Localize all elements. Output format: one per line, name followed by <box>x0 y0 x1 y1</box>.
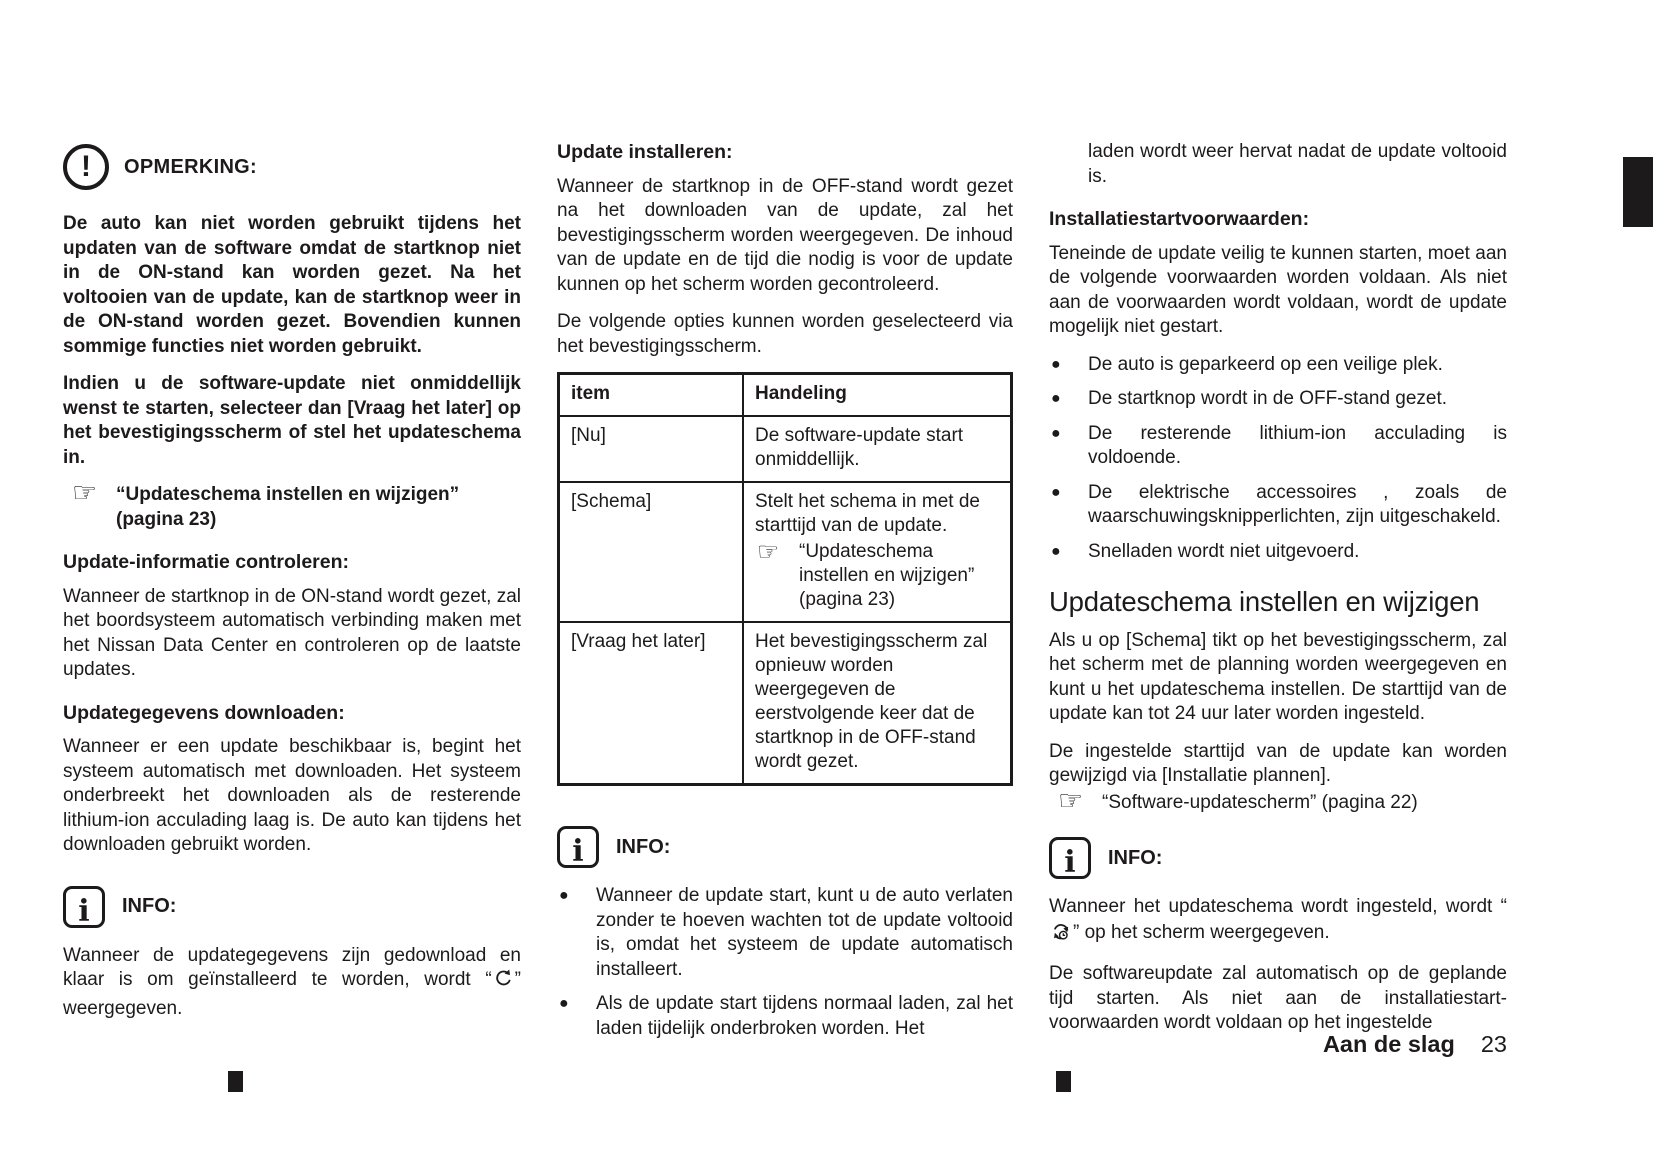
action-cell: Het bevestigingsscherm zal opnieuw worden weergegeven de eerstvolgende keer dat de startknop in de OFF-stand wordt gezet. <box>743 622 1012 785</box>
table-row <box>559 416 1012 482</box>
left-column <box>63 140 521 1034</box>
pointing-hand-icon: ☞ <box>1058 783 1084 817</box>
cross-reference-text: “Updateschema instellen en wijzigen” (pagina 23) <box>799 541 975 610</box>
list-item: ● Wanneer de update start, kunt u de auto verlaten zonder te hoeven wachten tot de update voltooid is, omdat het systeem de update automatisch installeert. <box>559 885 1013 980</box>
bullet-icon: ● <box>1051 390 1061 407</box>
footer-page-number: 23 <box>1480 1031 1507 1057</box>
middle-column <box>557 140 1013 1051</box>
refresh-icon <box>493 968 514 997</box>
info-header <box>557 826 1013 868</box>
note-paragraph: De auto kan niet worden gebruikt tijdens het updaten van de software omdat de startknop niet in de ON-stand kan worden gezet. Na het voltooien van de update, kan de startknop weer in de ON-stand worden gezet. Bovendien kunnen sommige functies niet worden gebruikt. <box>63 213 521 357</box>
note-header <box>63 144 521 190</box>
list-item: ● Als de update start tijdens normaal laden, zal het laden tijdelijk onderbroken worden. Het <box>559 993 1013 1039</box>
bullet-icon: ● <box>1051 542 1061 560</box>
table-row <box>559 622 1012 785</box>
list-item: ● De startknop wordt in de OFF-stand gezet. <box>1049 387 1507 412</box>
action-cell: Stelt het schema in met de starttijd van de update. ☞ “Updateschema instellen en wijzigen” (pagina 23) <box>743 482 1012 622</box>
info-icon: i <box>557 826 599 868</box>
section-body: De ingestelde starttijd van de update kan worden gewijzigd via [Installatie plannen]. <box>1049 740 1507 786</box>
bullet-icon: ● <box>559 887 569 904</box>
item-cell: [Vraag het later] <box>559 622 744 785</box>
section-heading: Update installeren: <box>557 141 733 163</box>
section-heading: Installatiestartvoorwaarden: <box>1049 208 1310 230</box>
column-header-handeling: Handeling <box>743 374 1012 417</box>
cross-reference <box>1049 783 1507 817</box>
bullet-icon: ● <box>1051 483 1061 501</box>
page-footer <box>1049 1031 1507 1058</box>
info-title: INFO: <box>616 835 671 858</box>
list-item: ● De auto is geparkeerd op een veilige plek. <box>1049 353 1507 378</box>
info-title: INFO: <box>1108 846 1163 869</box>
options-table <box>557 372 1013 786</box>
cross-reference <box>755 537 999 612</box>
cross-reference-text: “Updateschema instellen en wijzigen” (pagina 23) <box>116 484 460 530</box>
info-body: De softwareupdate zal automatisch op de geplande tijd starten. Als niet aan de installatiestart-voorwaarden wordt voldaan op het ingestelde <box>1049 963 1507 1033</box>
section-body: Wanneer de startknop in de OFF-stand wordt gezet na het downloaden van de update, zal het bevestigingsscherm worden weergegeven. De inhoud van de update en de tijd die nodig is voor de update kunnen op het scherm worden gecontroleerd. <box>557 175 1013 295</box>
note-title: OPMERKING: <box>124 155 257 178</box>
list-item: ● Snelladen wordt niet uitgevoerd. <box>1049 540 1507 565</box>
info-body: Wanneer het updateschema wordt ingesteld, wordt “” op het scherm weergegeven. <box>1049 895 1507 949</box>
bullet-icon: ● <box>1051 355 1061 373</box>
item-cell: [Schema] <box>559 482 744 622</box>
table-header-row <box>559 374 1012 417</box>
info-icon: i <box>63 886 105 928</box>
section-heading: Updategegevens downloaden: <box>63 701 345 724</box>
action-cell: De software-update start onmiddellijk. <box>743 416 1012 482</box>
cross-reference <box>63 476 521 532</box>
list-item: ● De elektrische accessoires , zoals de waarschuwingsknipperlichten, zijn uitgeschakeld. <box>1051 481 1507 527</box>
continuation-paragraph: laden wordt weer hervat nadat de update voltooid is. <box>1088 141 1507 187</box>
column-header-item: item <box>559 374 744 417</box>
section-heading: Update-informatie controleren: <box>63 551 350 573</box>
registration-mark <box>1056 1071 1071 1092</box>
bullet-icon: ● <box>559 995 569 1012</box>
list-item: ● De resterende lithium-ion acculading is voldoende. <box>1051 422 1507 468</box>
footer-section-label: Aan de slag <box>1322 1031 1455 1057</box>
section-body: Teneinde de update veilig te kunnen starten, moet aan de volgende voorwaarden worden voldaan. Als niet aan de voorwaarden wordt voldaan, wordt de update mogelijk niet gestart. <box>1049 242 1507 337</box>
section-body: Als u op [Schema] tikt op het bevestigingsscherm, zal het scherm met de planning worden weergegeven en kunt u het updateschema instellen. De starttijd van de update kan tot 24 uur later worden ingesteld. <box>1049 629 1507 724</box>
info-icon: i <box>1049 837 1091 879</box>
table-row <box>559 482 1012 622</box>
info-bullet-list <box>557 884 1013 1041</box>
section-body: Wanneer de startknop in de ON-stand wordt gezet, zal het boordsysteem automatisch verbinding maken met het Nissan Data Center en controleren op de laatste updates. <box>63 585 521 680</box>
page-section-title: Updateschema instellen en wijzigen <box>1049 586 1480 617</box>
warning-exclamation-icon: ! <box>63 144 109 190</box>
right-column <box>1049 140 1507 1049</box>
registration-mark <box>228 1071 243 1092</box>
info-header <box>1049 837 1507 879</box>
section-edge-tab <box>1623 157 1653 227</box>
info-title: INFO: <box>122 895 177 918</box>
conditions-list <box>1049 353 1507 565</box>
pointing-hand-icon: ☞ <box>72 476 98 509</box>
info-header <box>63 886 521 928</box>
pointing-hand-icon: ☞ <box>757 537 780 566</box>
note-paragraph: Indien u de software-update niet onmiddellijk wenst te starten, selecteer dan [Vraag het later] op het bevestigingsscherm of stel het updateschema in. <box>63 373 521 468</box>
scheduled-update-icon <box>1050 920 1072 950</box>
section-body: De volgende opties kunnen worden geselecteerd via het bevestigingsscherm. <box>557 311 1013 357</box>
section-body: Wanneer er een update beschikbaar is, begint het systeem automatisch met downloaden. Het systeem onderbreekt het downloaden als de resterende lithium-ion acculading laag is. De auto kan tijdens het downloaden gebruikt worden. <box>63 736 521 855</box>
info-body: Wanneer de updategegevens zijn gedownload en klaar is om geïnstalleerd te worden, wordt “ ” weergegeven. <box>63 944 521 1019</box>
cross-reference-text: “Software-updatescherm” (pagina 22) <box>1102 791 1418 813</box>
bullet-icon: ● <box>1051 424 1061 442</box>
item-cell: [Nu] <box>559 416 744 482</box>
